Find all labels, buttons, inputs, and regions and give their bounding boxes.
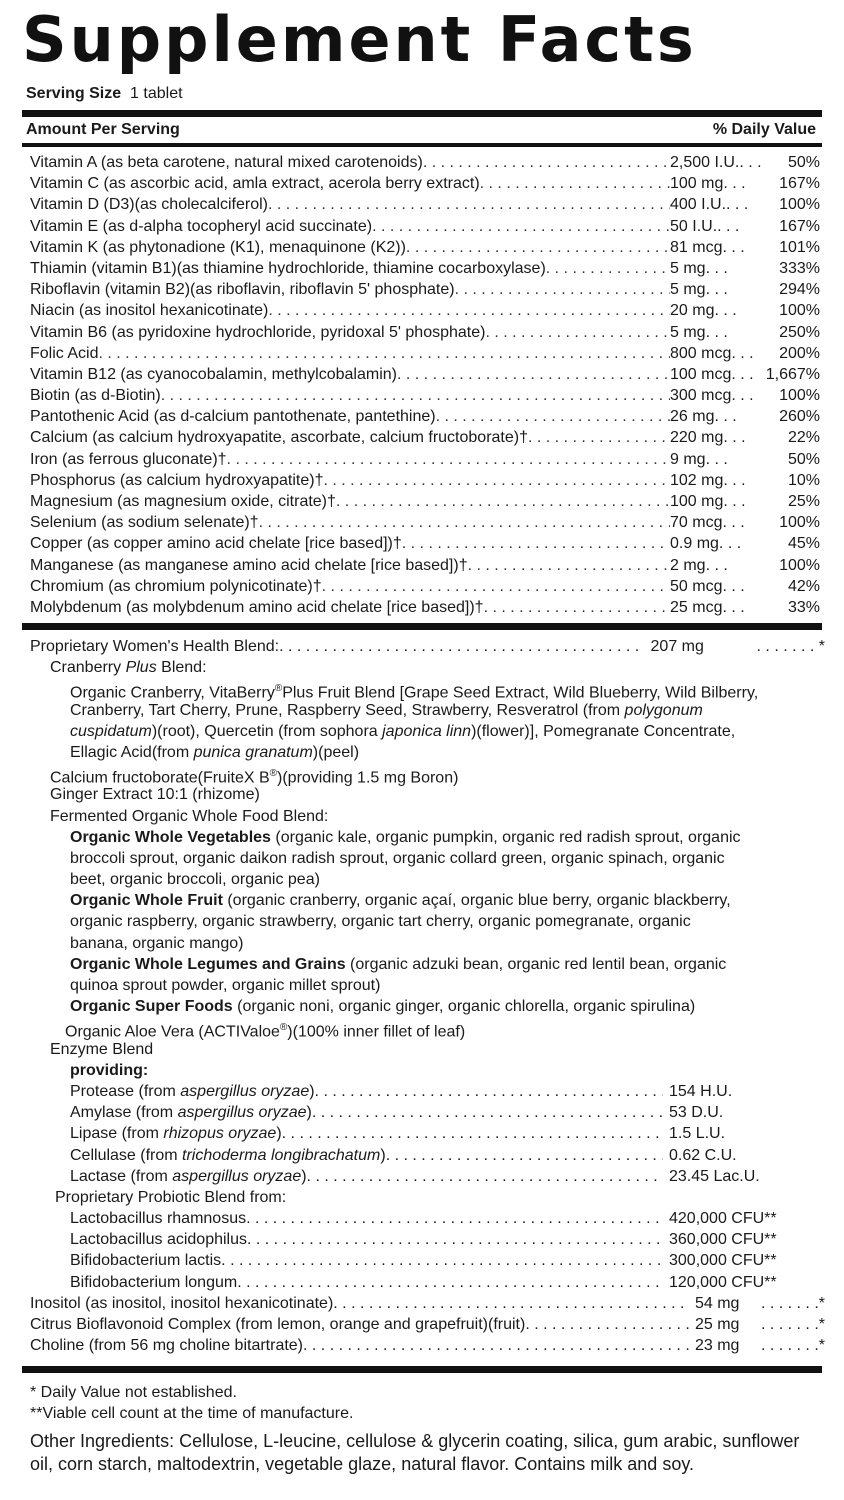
leader-dots (525, 1314, 689, 1335)
cranberry-ingredients-4: Ellagic Acid(from punica granatum)(peel) (70, 743, 360, 761)
leader-dots: . . . (705, 281, 728, 299)
leader-dots (259, 512, 670, 533)
footnote-daily-value: * Daily Value not established. (30, 1384, 237, 1401)
nutrient-row (30, 194, 820, 215)
nutrient-row (30, 533, 820, 554)
blend-amount: 207 mg (650, 638, 704, 655)
leader-dots: . . . (726, 196, 749, 214)
nutrient-name: Magnesium (as magnesium oxide, citrate)† (30, 493, 336, 510)
nutrient-amount: 0.9 mg (670, 535, 719, 553)
providing-label: providing: (70, 1061, 149, 1079)
leader-dots (485, 322, 670, 343)
extra-amount: 54 mg (694, 1294, 740, 1312)
leader-dots (484, 597, 670, 618)
nutrient-row (30, 343, 820, 364)
legumes-1: Organic Whole Legumes and Grains (organic adzuki bean, organic red lentil bean, organic (70, 955, 727, 973)
nutrient-daily-value: 42% (787, 577, 820, 595)
nutrient-amount: 5 mg (670, 323, 706, 341)
leader-dots (237, 1272, 663, 1293)
fruit-2: organic raspberry, organic strawberry, organic tart cherry, organic pomegranate, organic (70, 913, 691, 931)
enzyme-row (30, 1081, 825, 1102)
other-ingredients (30, 1430, 825, 1476)
enzyme-name: Lipase (from rhizopus oryzae) (70, 1125, 282, 1143)
extra-star: * (818, 1337, 825, 1355)
cranberry-ingredients-1: Organic Cranberry, VitaBerry®Plus Fruit Blend [Grape Seed Extract, Wild Blueberry, Wild Bilberry, (70, 683, 759, 702)
probiotic-amount: 360,000 CFU** (669, 1231, 777, 1249)
fruit-3: banana, organic mango) (70, 934, 244, 952)
nutrient-name: Vitamin K (as phytonadione (K1), menaquinone (K2)) (30, 238, 406, 256)
nutrient-daily-value: 167% (779, 217, 820, 235)
nutrient-amount: 100 mcg (670, 365, 732, 383)
leader-dots: . . . . . . . (760, 1316, 819, 1333)
nutrient-daily-value: 100% (779, 514, 820, 532)
leader-dots: . . . (705, 323, 728, 341)
enzyme-name: Cellulase (from trichoderma longibrachatum) (70, 1146, 386, 1164)
leader-dots (282, 1123, 663, 1144)
leader-dots (98, 343, 670, 364)
rule-middle (22, 623, 822, 630)
leader-dots (406, 237, 670, 258)
leader-dots: . . . (723, 493, 746, 510)
leader-dots: . . . (718, 535, 742, 553)
ginger-extract: Ginger Extract 10:1 (rhizome) (50, 786, 260, 804)
leader-dots: . . . (731, 365, 754, 383)
leader-dots (480, 173, 670, 194)
leader-dots (161, 385, 670, 406)
nutrient-row (30, 279, 820, 300)
leader-dots (322, 576, 670, 597)
nutrient-row (30, 491, 820, 512)
leader-dots (268, 194, 670, 215)
nutrient-row (30, 449, 820, 470)
column-header (26, 119, 816, 141)
enzyme-row (30, 1102, 825, 1123)
enzyme-row (30, 1166, 825, 1187)
probiotic-amount: 120,000 CFU** (669, 1273, 777, 1291)
enzyme-list (30, 1081, 825, 1187)
other-ingredients-line-1: Other Ingredients: Cellulose, L-leucine, cellulose & glycerin coating, silica, gum arabic, sunflower (30, 1431, 800, 1451)
leader-dots: . . . (722, 577, 745, 595)
probiotic-name: Lactobacillus rhamnosus (70, 1210, 247, 1228)
nutrient-daily-value: 45% (787, 535, 820, 553)
leader-dots: . . . (717, 217, 740, 235)
probiotic-row (30, 1208, 825, 1229)
probiotic-row (30, 1250, 825, 1271)
enzyme-row (30, 1123, 825, 1144)
aloe-vera: Organic Aloe Vera (ACTIValoe®)(100% inner fillet of leaf) (65, 1022, 466, 1041)
probiotic-name: Bifidobacterium lactis (70, 1252, 222, 1270)
leader-dots: . . . (722, 238, 745, 256)
leader-dots (333, 1293, 689, 1314)
nutrient-name: Pantothenic Acid (as d-calcium pantothenate, pantethine) (30, 408, 436, 426)
enzyme-amount: 53 D.U. (669, 1104, 724, 1122)
probiotic-name: Bifidobacterium longum (70, 1273, 238, 1291)
nutrient-row (30, 152, 820, 173)
nutrient-amount: 70 mcg (670, 514, 723, 532)
rule-top (22, 110, 822, 117)
leader-dots: . . . (731, 387, 754, 405)
nutrient-daily-value: 50% (787, 450, 820, 468)
nutrient-daily-value: 100% (779, 196, 820, 214)
nutrient-daily-value: 100% (779, 387, 820, 405)
leader-dots (386, 1145, 663, 1166)
nutrient-row (30, 258, 820, 279)
extra-row (30, 1293, 825, 1314)
extra-name: Citrus Bioflavonoid Complex (from lemon, orange and grapefruit)(fruit) (30, 1316, 526, 1333)
nutrient-row (30, 300, 820, 321)
enzyme-amount: 154 H.U. (669, 1082, 733, 1100)
nutrient-name: Vitamin D (D3)(as cholecalciferol) (30, 196, 268, 214)
vegetables-3: beet, organic broccoli, organic pea) (70, 871, 320, 889)
leader-dots: . . . (705, 450, 728, 468)
fruit-1: Organic Whole Fruit (organic cranberry, organic açaí, organic blue berry, organic blackberry, (70, 892, 731, 910)
cranberry-ingredients-3: cuspidatum)(root), Quercetin (from sophora japonica linn)(flower)], Pomegranate Concentrate, (70, 722, 736, 740)
leader-dots (315, 1081, 663, 1102)
nutrient-amount: 102 mg (670, 471, 724, 489)
nutrient-name: Riboflavin (vitamin B2)(as riboflavin, riboflavin 5' phosphate) (30, 281, 455, 299)
leader-dots (455, 279, 670, 300)
leader-dots: . . . (714, 302, 737, 320)
leader-dots (303, 1335, 689, 1356)
nutrient-amount: 800 mcg (670, 344, 732, 362)
probiotic-list (30, 1208, 825, 1293)
nutrient-daily-value: 100% (779, 556, 820, 574)
nutrient-daily-value: 167% (779, 175, 820, 193)
nutrient-row (30, 576, 820, 597)
nutrient-daily-value: 260% (779, 408, 820, 426)
nutrient-name: Manganese (as manganese amino acid chelate [rice based])† (30, 556, 468, 574)
leader-dots (227, 449, 670, 470)
leader-dots (307, 1166, 663, 1187)
cranberry-blend-label: Cranberry Plus Blend: (50, 659, 207, 677)
nutrient-daily-value: 33% (787, 598, 820, 616)
leader-dots: . . . (722, 598, 745, 616)
footnotes (30, 1382, 353, 1424)
nutrient-name: Niacin (as inositol hexanicotinate) (30, 302, 269, 320)
nutrient-amount: 5 mg (670, 259, 706, 277)
enzyme-name: Protease (from aspergillus oryzae) (70, 1082, 315, 1100)
leader-dots (247, 1229, 663, 1250)
nutrient-row (30, 406, 820, 427)
extra-star: * (818, 1316, 825, 1333)
probiotic-name: Lactobacillus acidophilus (70, 1231, 247, 1249)
probiotic-blend-label: Proprietary Probiotic Blend from: (55, 1188, 287, 1206)
leader-dots (436, 406, 670, 427)
nutrient-name: Vitamin C (as ascorbic acid, amla extract, acerola berry extract) (30, 175, 480, 193)
calcium-fructoborate: Calcium fructoborate(FruiteX B®)(providing 1.5 mg Boron) (50, 768, 459, 787)
nutrient-amount: 26 mg (670, 408, 715, 426)
enzyme-blend-label: Enzyme Blend (50, 1040, 154, 1058)
extra-star: * (818, 1294, 825, 1312)
enzyme-amount: 0.62 C.U. (669, 1146, 737, 1164)
leader-dots (246, 1208, 663, 1229)
rule-bottom (22, 1366, 822, 1373)
leader-dots (221, 1250, 663, 1271)
nutrient-daily-value: 333% (779, 259, 820, 277)
nutrient-daily-value: 1,667% (765, 365, 820, 383)
nutrient-amount: 20 mg (670, 302, 715, 320)
proprietary-blend-section (30, 636, 825, 1356)
nutrient-daily-value: 250% (779, 323, 820, 341)
leader-dots: . . . (731, 344, 754, 362)
nutrient-daily-value: 50% (787, 154, 820, 171)
nutrient-row (30, 364, 820, 385)
extra-name: Inositol (as inositol, inositol hexanicotinate) (30, 1294, 334, 1312)
leader-dots: . . . . . . . (760, 1294, 819, 1312)
enzyme-name: Amylase (from aspergillus oryzae) (70, 1104, 312, 1122)
extras-list (30, 1293, 825, 1357)
leader-dots: . . . . . . . (760, 1337, 819, 1355)
vegetables-2: broccoli sprout, organic daikon radish sprout, organic collard green, organic spinach, organic (70, 849, 725, 867)
nutrient-name: Vitamin B6 (as pyridoxine hydrochloride, pyridoxal 5' phosphate) (30, 323, 486, 341)
nutrient-amount: 9 mg (670, 450, 706, 468)
nutrient-name: Molybdenum (as molybdenum amino acid chelate [rice based])† (30, 598, 484, 616)
nutrient-amount: 400 I.U. (670, 196, 727, 214)
nutrient-daily-value: 25% (787, 493, 820, 510)
serving-size (26, 84, 183, 104)
serving-size-value: 1 tablet (130, 85, 183, 102)
nutrient-daily-value: 294% (779, 281, 820, 299)
nutrient-name: Chromium (as chromium polynicotinate)† (30, 577, 322, 595)
nutrient-row (30, 237, 820, 258)
nutrient-amount: 220 mg (670, 429, 724, 447)
leader-dots (402, 533, 670, 554)
amount-per-serving-heading: Amount Per Serving (26, 121, 180, 138)
extra-row (30, 1335, 825, 1356)
leader-dots: . . . (723, 471, 746, 489)
leader-dots (423, 152, 670, 173)
nutrient-daily-value: 101% (779, 238, 820, 256)
leader-dots: . . . (723, 429, 746, 447)
blend-star: * (818, 638, 825, 655)
rule-header (22, 143, 822, 147)
nutrient-table (30, 152, 820, 618)
nutrient-amount: 81 mcg (670, 238, 723, 256)
leader-dots (268, 300, 670, 321)
leader-dots: . . . (739, 154, 762, 171)
nutrient-name: Vitamin A (as beta carotene, natural mixed carotenoids) (30, 154, 423, 171)
nutrient-amount: 300 mcg (670, 387, 732, 405)
extra-row (30, 1314, 825, 1335)
leader-dots (397, 364, 670, 385)
leader-dots (336, 491, 670, 512)
extra-amount: 23 mg (694, 1337, 740, 1355)
nutrient-name: Calcium (as calcium hydroxyapatite, ascorbate, calcium fructoborate)† (30, 429, 528, 447)
leader-dots: . . . (722, 514, 745, 532)
enzyme-row (30, 1145, 825, 1166)
nutrient-name: Copper (as copper amino acid chelate [rice based])† (30, 535, 402, 553)
leader-dots (323, 470, 670, 491)
nutrient-name: Selenium (as sodium selenate)† (30, 514, 259, 532)
nutrient-amount: 5 mg (670, 281, 706, 299)
nutrient-amount: 50 mcg (670, 577, 723, 595)
nutrient-row (30, 555, 820, 576)
nutrient-daily-value: 10% (787, 471, 820, 489)
nutrient-row (30, 427, 820, 448)
serving-size-label: Serving Size (26, 85, 122, 102)
nutrient-name: Phosphorus (as calcium hydroxyapatite)† (30, 471, 324, 489)
footnote-cfu: **Viable cell count at the time of manufacture. (30, 1405, 354, 1422)
leader-dots (528, 427, 670, 448)
nutrient-name: Iron (as ferrous gluconate)† (30, 450, 227, 468)
nutrient-row (30, 322, 820, 343)
nutrient-name: Biotin (as d-Biotin) (30, 387, 161, 405)
probiotic-amount: 420,000 CFU** (669, 1210, 777, 1228)
leader-dots: . . . (705, 556, 728, 574)
nutrient-amount: 50 I.U. (670, 217, 718, 235)
nutrient-row (30, 385, 820, 406)
nutrient-row (30, 216, 820, 237)
enzyme-amount: 23.45 Lac.U. (669, 1167, 760, 1185)
probiotic-row (30, 1272, 825, 1293)
nutrient-amount: 2,500 I.U. (670, 154, 740, 171)
nutrient-amount: 2 mg (670, 556, 706, 574)
nutrient-amount: 100 mg (670, 493, 724, 510)
nutrient-amount: 100 mg (670, 175, 724, 193)
other-ingredients-line-2: oil, corn starch, maltodextrin, vegetable glaze, natural flavor. Contains milk and soy. (30, 1454, 694, 1474)
nutrient-name: Vitamin B12 (as cyanocobalamin, methylcobalamin) (30, 365, 397, 383)
nutrient-row (30, 173, 820, 194)
nutrient-name: Vitamin E (as d-alpha tocopheryl acid succinate) (30, 217, 373, 235)
daily-value-heading: % Daily Value (712, 121, 816, 138)
enzyme-name: Lactase (from aspergillus oryzae) (70, 1167, 307, 1185)
blend-total-row: Proprietary Women's Health Blend: . . . 207 mg . . . . . . . * (30, 636, 825, 657)
leader-dots (312, 1102, 663, 1123)
extra-name: Choline (from 56 mg choline bitartrate) (30, 1337, 304, 1355)
probiotic-row (30, 1229, 825, 1250)
extra-amount: 25 mg (694, 1316, 740, 1333)
leader-dots (546, 258, 670, 279)
leader-dots (468, 555, 670, 576)
vegetables-1: Organic Whole Vegetables (organic kale, organic pumpkin, organic red radish sprout, organic (70, 828, 741, 846)
leader-dots: . . . (723, 175, 746, 193)
cranberry-ingredients-2: Cranberry, Tart Cherry, Prune, Raspberry Seed, Strawberry, Resveratrol (from polygonum (70, 701, 703, 719)
leader-dots: . . . (714, 408, 737, 426)
blend-name: Proprietary Women's Health Blend: (30, 638, 280, 655)
nutrient-row (30, 512, 820, 533)
panel-title: Supplement Facts (22, 3, 697, 76)
super-foods: Organic Super Foods (organic noni, organic ginger, organic chlorella, organic spirulina) (70, 998, 696, 1016)
probiotic-amount: 300,000 CFU** (669, 1252, 777, 1270)
leader-dots: . . . (705, 259, 728, 277)
nutrient-daily-value: 22% (787, 429, 820, 447)
enzyme-amount: 1.5 L.U. (669, 1125, 726, 1143)
fermented-blend-label: Fermented Organic Whole Food Blend: (50, 807, 329, 825)
nutrient-name: Thiamin (vitamin B1)(as thiamine hydrochloride, thiamine cocarboxylase) (30, 259, 546, 277)
nutrient-row (30, 470, 820, 491)
nutrient-daily-value: 100% (779, 302, 820, 320)
legumes-2: quinoa sprout powder, organic millet sprout) (70, 977, 381, 994)
nutrient-amount: 25 mcg (670, 598, 723, 616)
nutrient-row (30, 597, 820, 618)
nutrient-name: Folic Acid (30, 344, 99, 362)
nutrient-daily-value: 200% (779, 344, 820, 362)
leader-dots (372, 216, 670, 237)
